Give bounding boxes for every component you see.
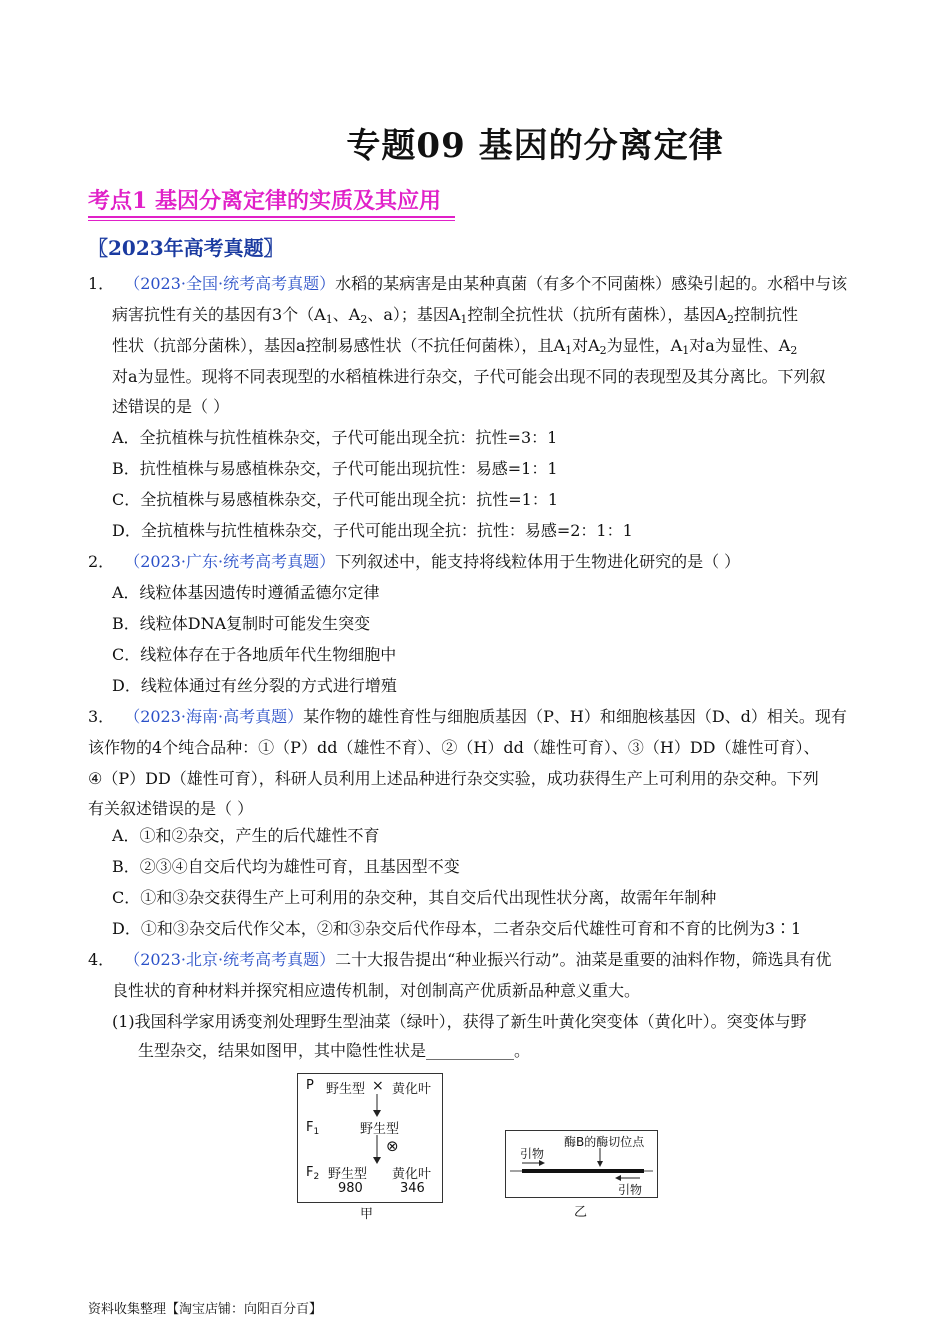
f1-label (306, 1120, 319, 1135)
q1-line-5: 述错误的是（ ） (112, 397, 230, 416)
q4-line-4: 生型杂交，结果如图甲，其中隐性性状是___________。 (138, 1041, 531, 1060)
p-generation-label: P (306, 1078, 314, 1093)
q1-text-3c: 对A (572, 336, 600, 355)
q3-source: （2023·海南·高考真题） (124, 707, 304, 726)
q3-option-c: C．①和③杂交获得生产上可利用的杂交种，其自交后代出现性状分离，故需年年制种 (112, 888, 717, 907)
p-yellow-leaf: 黄化叶 (392, 1082, 432, 1097)
q3-number: 3． (88, 707, 115, 726)
f1-letter: F (306, 1120, 314, 1135)
q1-sub: 1 (460, 313, 468, 326)
q2-number: 2． (88, 552, 115, 571)
q3-option-d: D．①和③杂交后代作父本，②和③杂交后代作母本，二者杂交后代雄性可育和不育的比例为3∶1 (112, 919, 802, 938)
q1-option-b: B．抗性植株与易感植株杂交，子代可能出现抗性：易感=1：1 (112, 459, 558, 478)
q1-sub: 1 (325, 313, 333, 326)
section-underline (88, 220, 455, 221)
q1-number: 1． (88, 274, 115, 293)
q1-line-1 (88, 274, 847, 294)
q1-sub: 2 (790, 344, 798, 357)
q1-option-a: A．全抗植株与抗性植株杂交，子代可能出现全抗：抗性=3：1 (112, 428, 558, 447)
f2-label (306, 1165, 319, 1180)
section-heading-text: 考点1 基因分离定律的实质及其应用 (88, 188, 441, 214)
page-title: 专题09 基因的分离定律 (346, 126, 724, 166)
q3-line-2: 该作物的4个纯合品种：①（P）dd（雄性不育）、②（H）dd（雄性可育）、③（H）DD（雄性可育）、 (88, 738, 820, 757)
section-heading (88, 186, 455, 218)
q1-text-2a: 病害抗性有关的基因有3个（A (112, 305, 326, 324)
f2-wild-type: 野生型 (328, 1167, 368, 1182)
q4-source: （2023·北京·统考高考真题） (124, 950, 336, 969)
q4-line-3: (1)我国科学家用诱变剂处理野生型油菜（绿叶），获得了新生叶黄化突变体（黄化叶）。突变体与野 (112, 1012, 807, 1031)
figure-yi-primer-diagram (505, 1130, 658, 1198)
q1-text-2c: 、A (332, 305, 361, 324)
figure-jia-cross-diagram (297, 1073, 443, 1203)
q1-text-3a: 性状（抗部分菌株），基因a控制易感性状（不抗任何菌株），且A (112, 336, 566, 355)
q3-line-3: ④（P）DD（雄性可育），科研人员利用上述品种进行杂交实验，成功获得生产上可利用的杂交种。下列 (88, 769, 819, 788)
cross-symbol: × (372, 1078, 384, 1094)
primer-left-label: 引物 (520, 1147, 545, 1161)
enzyme-b-site-label: 酶B的酶切位点 (564, 1135, 645, 1149)
q1-text-2e: 、a）；基因A (367, 305, 461, 324)
f2-yellow-leaf: 黄化叶 (392, 1167, 432, 1182)
q1-source: （2023·全国·统考高考真题） (124, 274, 336, 293)
q1-sub: 2 (360, 313, 368, 326)
q4-text-1: 二十大报告提出“种业振兴行动”。油菜是重要的油料作物，筛选具有优 (335, 950, 832, 969)
page-footer: 资料收集整理【淘宝店铺：向阳百分百】 (88, 1302, 323, 1317)
q1-line-3 (112, 336, 797, 356)
q2-line-1 (88, 552, 740, 572)
year-heading: 〖2023年高考真题〗 (88, 236, 284, 260)
q1-text-3g: 对a为显性、A (689, 336, 791, 355)
q1-sub: 1 (682, 344, 690, 357)
q1-text-2g: 控制全抗性状（抗所有菌株），基因A (467, 305, 727, 324)
q4-line-1 (88, 950, 831, 970)
q3-option-b: B．②③④自交后代均为雄性可育，且基因型不变 (112, 857, 460, 876)
q1-option-d: D．全抗植株与抗性植株杂交，子代可能出现全抗：抗性：易感=2：1：1 (112, 521, 633, 540)
q1-option-c: C．全抗植株与易感植株杂交，子代可能出现全抗：抗性=1：1 (112, 490, 559, 509)
f1-wild-type: 野生型 (360, 1122, 400, 1137)
q2-option-d: D．线粒体通过有丝分裂的方式进行增殖 (112, 676, 397, 695)
p-wild-type: 野生型 (326, 1082, 366, 1097)
q2-source: （2023·广东·统考高考真题） (124, 552, 336, 571)
q1-text-3e: 为显性，A (606, 336, 683, 355)
self-cross-symbol: ⊗ (386, 1137, 399, 1155)
q3-option-a: A．①和②杂交，产生的后代雄性不育 (112, 826, 380, 845)
q4-line-2: 良性状的育种材料并探究相应遗传机制，对创制高产优质新品种意义重大。 (112, 981, 641, 1000)
q1-sub: 2 (599, 344, 607, 357)
q1-text-1: 水稻的某病害是由某种真菌（有多个不同菌株）感染引起的。水稻中与该 (335, 274, 848, 293)
f2-letter: F (306, 1165, 314, 1180)
f2-subscript: 2 (313, 1172, 320, 1182)
figure-jia-caption: 甲 (360, 1207, 374, 1222)
q1-sub: 1 (565, 344, 573, 357)
arrow-down-icon (370, 1135, 384, 1165)
f2-yellow-leaf-count: 346 (400, 1181, 425, 1196)
q4-number: 4． (88, 950, 115, 969)
q3-line-4: 有关叙述错误的是（ ） (88, 799, 254, 818)
q1-line-4: 对a为显性。现将不同表现型的水稻植株进行杂交，子代可能会出现不同的表现型及其分离比。下列叙 (112, 367, 826, 386)
q2-text-1: 下列叙述中，能支持将线粒体用于生物进化研究的是（ ） (335, 552, 741, 571)
q1-text-2i: 控制抗性 (733, 305, 798, 324)
q1-sub: 2 (726, 313, 734, 326)
arrow-down-icon (370, 1094, 384, 1118)
q2-option-b: B．线粒体DNA复制时可能发生突变 (112, 614, 371, 633)
q3-text-1: 某作物的雄性育性与细胞质基因（P、H）和细胞核基因（D、d）相关。现有 (303, 707, 847, 726)
q2-option-c: C．线粒体存在于各地质年代生物细胞中 (112, 645, 397, 664)
f1-subscript: 1 (313, 1127, 320, 1137)
q1-line-2 (112, 305, 798, 325)
figure-yi-caption: 乙 (574, 1205, 588, 1220)
q3-line-1 (88, 707, 847, 727)
primer-right-label: 引物 (618, 1183, 643, 1197)
q2-option-a: A．线粒体基因遗传时遵循孟德尔定律 (112, 583, 380, 602)
f2-wild-type-count: 980 (338, 1181, 363, 1196)
